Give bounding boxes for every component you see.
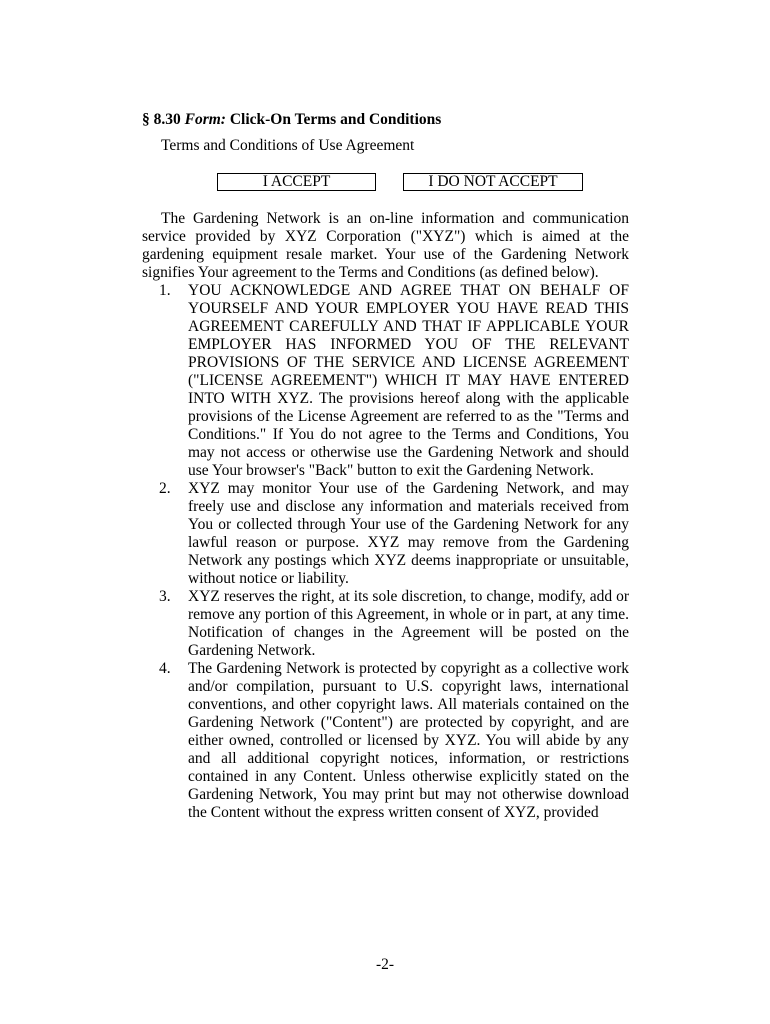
- term-item: [142, 588, 629, 660]
- section-title: Click-On Terms and Conditions: [229, 111, 442, 128]
- agreement-subtitle: Terms and Conditions of Use Agreement: [161, 137, 415, 154]
- term-number: 3.: [159, 588, 171, 605]
- term-item: [142, 282, 629, 480]
- term-text: YOU ACKNOWLEDGE AND AGREE THAT ON BEHALF OF YOURSELF AND YOUR EMPLOYER YOU HAVE READ THIS AGREEMENT CAREFULLY AND THAT IF APPLICABLE YOUR EMPLOYER HAS INFORMED YOU OF THE RELEVANT PROVISIONS OF THE SERVICE AND LICENSE AGREEMENT ("LICENSE AGREEMENT") WHICH IT MAY HAVE ENTERED INTO WITH XYZ. The provisions hereof along with the applicable provisions of the License Agreement are referred to as the "Terms and Conditions." If You do not agree to the Terms and Conditions, You may not access or otherwise use the Gardening Network and should use Your browser's "Back" button to exit the Gardening Network.: [188, 282, 629, 479]
- term-text: The Gardening Network is protected by copyright as a collective work and/or compilation, pursuant to U.S. copyright laws, international conventions, and other copyright laws. All materials contained on the Gardening Network ("Content") are protected by copyright, and are either owned, controlled or licensed by XYZ. You will abide by any and all additional copyright notices, information, or restrictions contained in any Content. Unless otherwise explicitly stated on the Gardening Network, You may print but may not otherwise download the Content without the express written consent of XYZ, provided: [188, 660, 629, 821]
- agreement-body: [142, 210, 629, 822]
- accept-button[interactable]: I ACCEPT: [217, 173, 376, 191]
- terms-list: [142, 282, 629, 822]
- term-text: XYZ may monitor Your use of the Gardening Network, and may freely use and disclose any information and materials received from You or collected through Your use of the Gardening Network for any lawful reason or purpose. XYZ may remove from the Gardening Network any postings which XYZ deems inappropriate or unsuitable, without notice or liability.: [188, 480, 629, 587]
- intro-paragraph: The Gardening Network is an on-line information and communication service provided by XYZ Corporation ("XYZ") which is aimed at the gardening equipment resale market. Your use of the Gardening Network signifies Your agreement to the Terms and Conditions (as defined below).: [142, 210, 629, 281]
- term-number: 1.: [159, 282, 171, 299]
- decline-button[interactable]: I DO NOT ACCEPT: [403, 173, 583, 191]
- page-number: -2-: [375, 956, 395, 973]
- term-text: XYZ reserves the right, at its sole discretion, to change, modify, add or remove any portion of this Agreement, in whole or in part, at any time. Notification of changes in the Agreement will be posted on the Gardening Network.: [188, 588, 629, 659]
- term-item: [142, 480, 629, 588]
- term-number: 2.: [159, 480, 171, 497]
- form-label: Form:: [184, 111, 226, 128]
- section-number: § 8.30: [142, 111, 181, 128]
- term-item: [142, 660, 629, 822]
- section-heading: [142, 111, 441, 129]
- term-number: 4.: [159, 660, 171, 677]
